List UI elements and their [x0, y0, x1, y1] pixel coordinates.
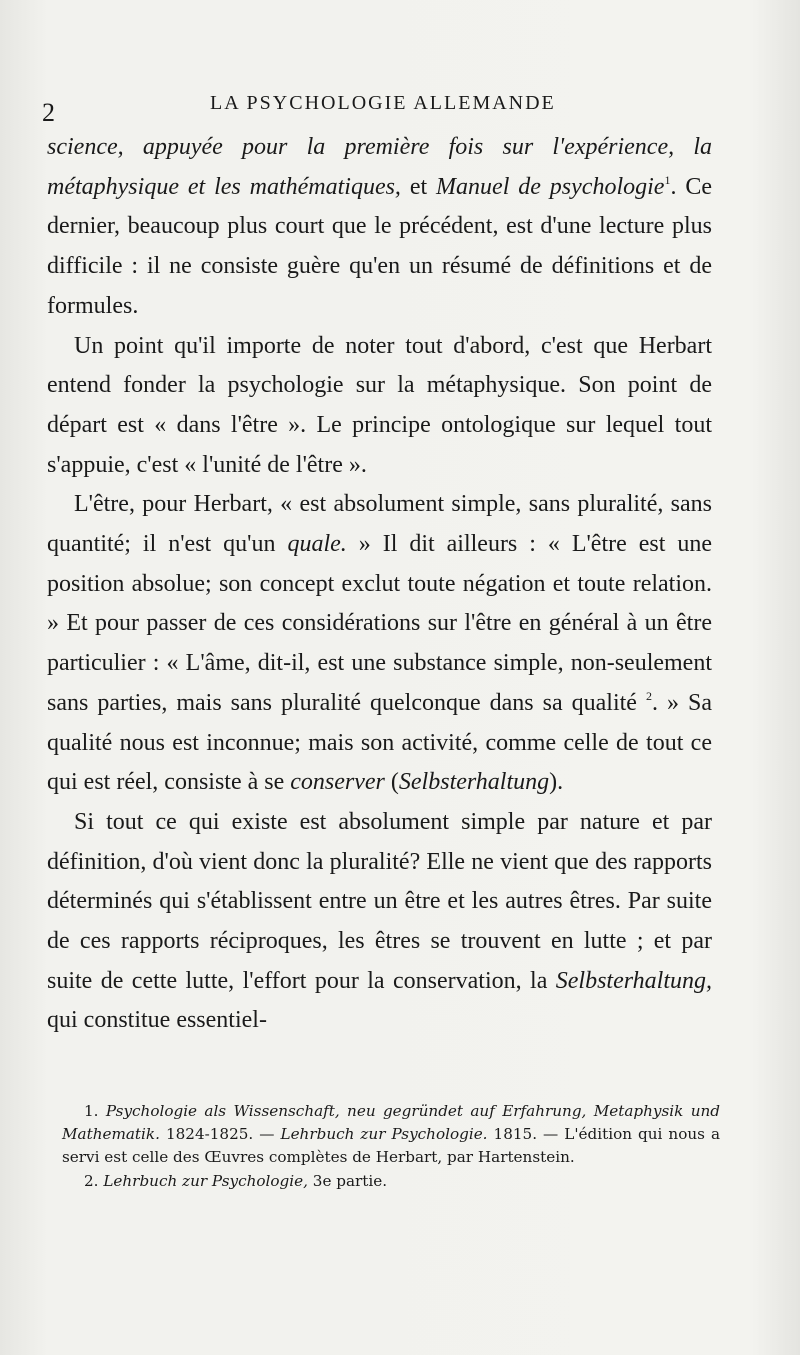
page-header [42, 86, 742, 126]
paragraph-1: science, appuyée pour la première fois sur l'expérience, la métaphysique et les mathématiques, et Manuel de psychologie$^1$. Ce dernier, beaucoup plus court que le précédent, est d'une lecture plus difficile : il ne consiste guère qu'en un résumé de définitions et de formules. [47, 134, 712, 319]
footnote-1: 1. Psychologie als Wissenschaft, neu gegründet auf Erfahrung, Metaphysik und Mathematik. 1824-1825. — Lehrbuch zur Psychologie. 1815. — L'édition qui nous a servi est celle des Œuvres complètes de Herbart, par Hartenstein. [62, 1102, 720, 1167]
page-number: 2 [42, 98, 55, 127]
italic-text: conserver [290, 769, 385, 796]
paragraph-2: Un point qu'il importe de noter tout d'abord, c'est que Herbart entend fonder la psychologie sur la métaphysique. Son point de départ est « dans l'être ». Le principe ontologique sur lequel tout s'appuie, c'est « l'unité de l'être ». [47, 332, 712, 478]
italic-text: Selbsterhaltung [398, 769, 550, 796]
italic-text: science, appuyée pour la première fois sur l'expérience, la métaphysique et les mathématiques, [47, 134, 712, 200]
italic-text: Psychologie als Wissenschaft, neu gegründet auf Erfahrung, Metaphysik und Mathematik. [62, 1102, 720, 1144]
footnote-2: 2. Lehrbuch zur Psychologie, 3e partie. [84, 1171, 388, 1190]
footnote-ref-1: 1 [664, 172, 671, 187]
italic-text: Lehrbuch zur Psychologie. [280, 1125, 488, 1144]
paragraph-4: Si tout ce qui existe est absolument simple par nature et par définition, d'où vient donc la pluralité? Elle ne vient que des rapports déterminés qui s'établissent entre un être et les autres êtres. Par suite de ces rapports réciproques, les êtres se trouvent en lutte ; et par suite de cette lutte, l'effort pour la conservation, la Selbsterhaltung, qui constitue essentiel- [47, 808, 712, 1034]
italic-text: Manuel de psychologie [436, 173, 665, 200]
italic-text: Lehrbuch zur Psychologie, [103, 1171, 308, 1190]
footnotes [62, 1100, 720, 1193]
italic-text: quale. [287, 531, 347, 558]
body-text [47, 128, 712, 1041]
footnote-ref-2: 2 [645, 688, 652, 703]
paragraph-3: L'être, pour Herbart, « est absolument simple, sans pluralité, sans quantité; il n'est qu'un quale. » Il dit ailleurs : « L'être est une position absolue; son concept exclut toute négation et toute relation. » Et pour passer de ces considérations sur l'être en général à un être particulier : « L'âme, dit-il, est une substance simple, non-seulement sans parties, mais sans pluralité quelconque dans sa qualité $^2$. » Sa qualité nous est inconnue; mais son activité, comme celle de tout ce qui est réel, consiste à se conserver (Selbsterhaltung). [47, 491, 712, 796]
italic-text: Selbsterhaltung, [555, 967, 712, 994]
running-title: LA PSYCHOLOGIE ALLEMANDE [210, 92, 556, 114]
